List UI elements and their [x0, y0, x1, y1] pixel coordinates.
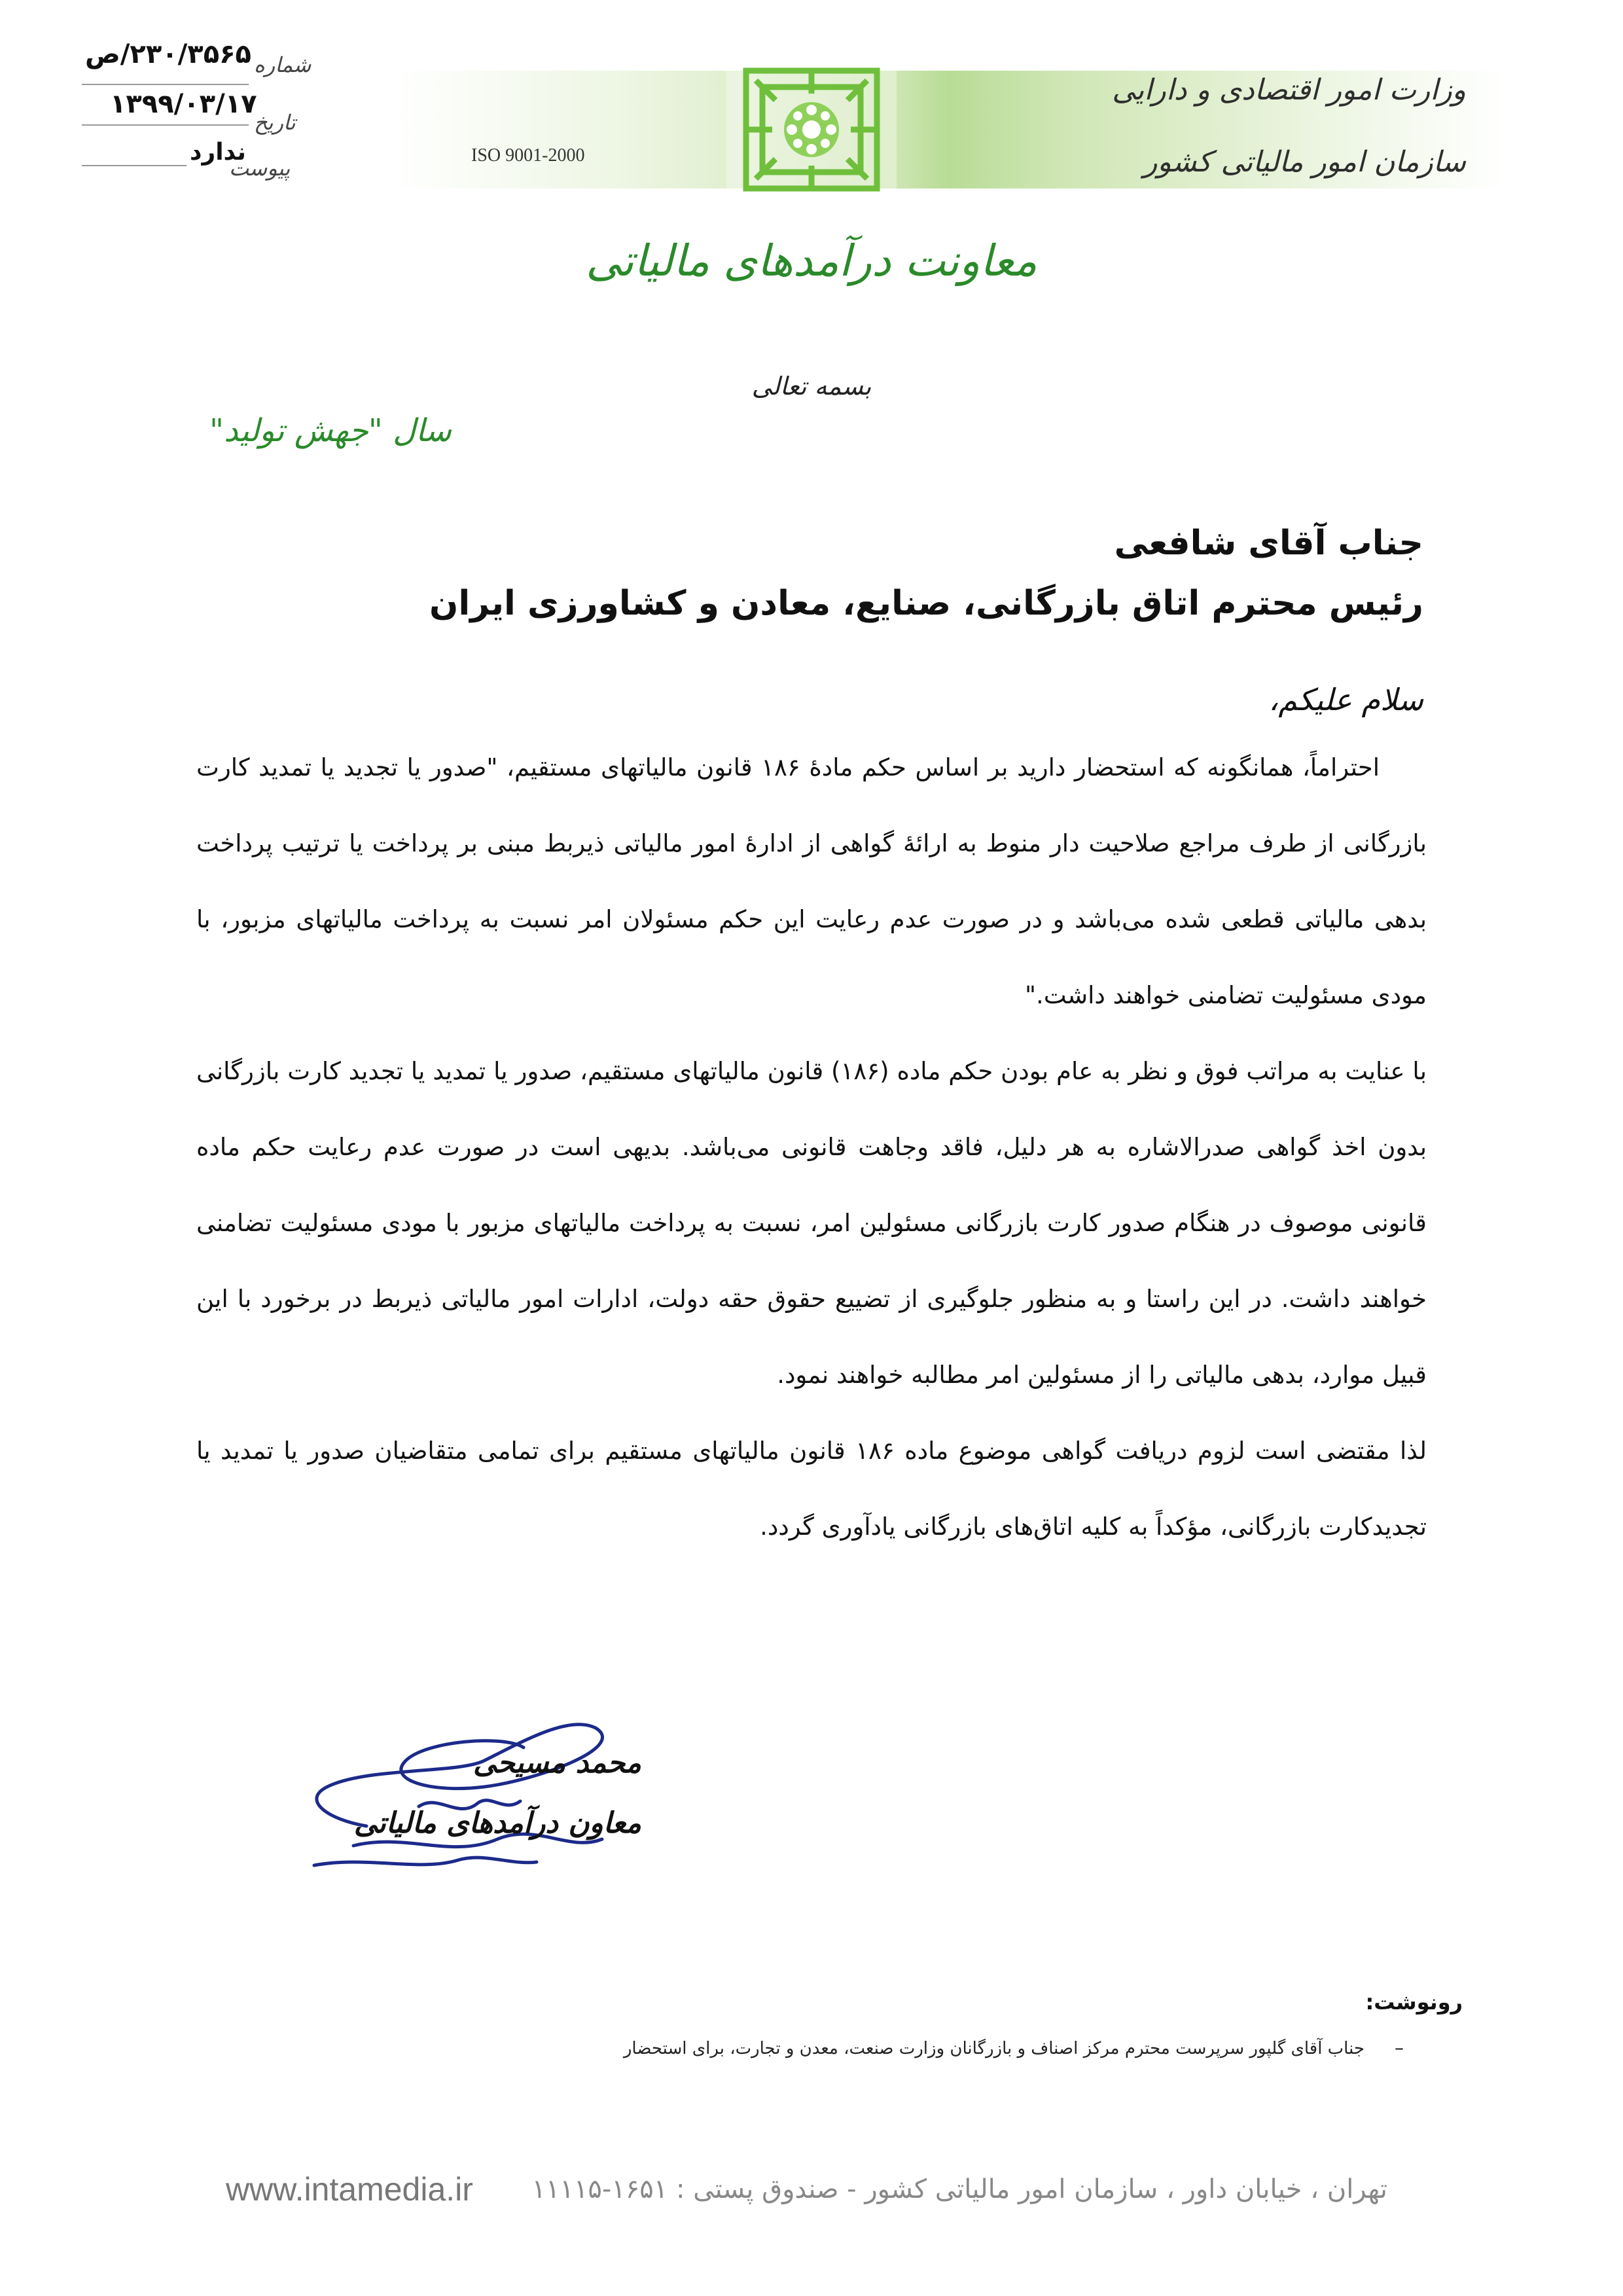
meta-divider [82, 165, 187, 166]
recipient-name: جناب آقای شافعی [1114, 524, 1423, 563]
attachment-label: پیوست [229, 156, 291, 181]
number-label: شماره [254, 52, 312, 77]
organization-name: سازمان امور مالیاتی کشور [1143, 145, 1466, 179]
iso-certification: ISO 9001-2000 [471, 145, 585, 166]
tax-organization-emblem-icon [726, 58, 897, 202]
department-title: معاونت درآمدهای مالیاتی [586, 236, 1037, 286]
cc-label: رونوشت: [1365, 1990, 1463, 2015]
cc-bullet: – [1395, 2037, 1404, 2058]
greeting: سلام علیکم، [1268, 682, 1423, 717]
letter-attachment: ندارد [190, 139, 246, 166]
meta-divider [82, 84, 249, 85]
ministry-name: وزارت امور اقتصادی و دارایی [1112, 73, 1466, 107]
body-paragraph: با عنایت به مراتب فوق و نظر به عام بودن حکم ماده (۱۸۶) قانون مالیاتهای مستقیم، صدور یا تمدید یا تجدید کارت بازرگانی بدون اخذ گواهی صدرالاشاره به هر دلیل، فاقد وجاهت قانونی می‌باشد. بدیهی است در صورت عدم رعایت حکم ماده قانونی موصوف در هنگام صدور کارت بازرگانی مسئولین امر، نسبت به پرداخت مالیاتهای مزبور با مودی مسئولیت تضامنی خواهند داشت. در این راستا و به منظور جلوگیری از تضییع حقوق حقه دولت، ادارات امور مالیاتی ذیربط در برخورد با این قبیل موارد، بدهی مالیاتی را از مسئولین امر مطالبه خواهند نمود. [196, 1057, 1427, 1389]
footer-website[interactable]: www.intamedia.ir [226, 2171, 473, 2208]
letter-number: ۲۳۰/۳۵۶۵/ص [85, 39, 251, 69]
year-slogan: سال "جهش تولید" [209, 412, 452, 449]
signatory-name: محمد مسیحی [473, 1746, 641, 1780]
date-label: تاریخ [254, 110, 296, 135]
cc-item: جناب آقای گلپور سرپرست محترم مرکز اصناف و بازرگانان وزارت صنعت، معدن و تجارت، برای استحضار [623, 2039, 1364, 2058]
letter-body [196, 730, 1427, 1565]
footer-address: تهران ، خیابان داور ، سازمان امور مالیاتی کشور - صندوق پستی : ۱۶۵۱-۱۱۱۱۵ [531, 2174, 1387, 2204]
body-paragraph: لذا مقتضی است لزوم دریافت گواهی موضوع ماده ۱۸۶ قانون مالیاتهای مستقیم برای تمامی متقاضیان صدور یا تمدید یا تجدیدکارت بازرگانی، مؤکداً به کلیه اتاق‌های بازرگانی یادآوری گردد. [196, 1437, 1427, 1541]
recipient-title: رئیس محترم اتاق بازرگانی، صنایع، معادن و کشاورزی ایران [429, 584, 1423, 623]
bismillah: بسمه تعالی [751, 372, 872, 401]
handwritten-signature [288, 1689, 654, 1885]
letter-date: ۱۳۹۹/۰۳/۱۷ [110, 89, 257, 119]
body-paragraph: احتراماً، همانگونه که استحضار دارید بر اساس حکم مادۀ ۱۸۶ قانون مالیاتهای مستقیم، "صدور یا تجدید یا تمدید کارت بازرگانی از طرف مراجع صلاحیت دار منوط به ارائۀ گواهی از ادارۀ امور مالیاتی ذیربط مبنی بر پرداخت یا ترتیب پرداخت بدهی مالیاتی قطعی شده می‌باشد و در صورت عدم رعایت این حکم مسئولان امر نسبت به پرداخت مالیاتهای مزبور، با مودی مسئولیت تضامنی خواهند داشت." [196, 753, 1427, 1009]
signatory-title: معاون درآمدهای مالیاتی [353, 1806, 641, 1840]
meta-divider [82, 124, 249, 126]
